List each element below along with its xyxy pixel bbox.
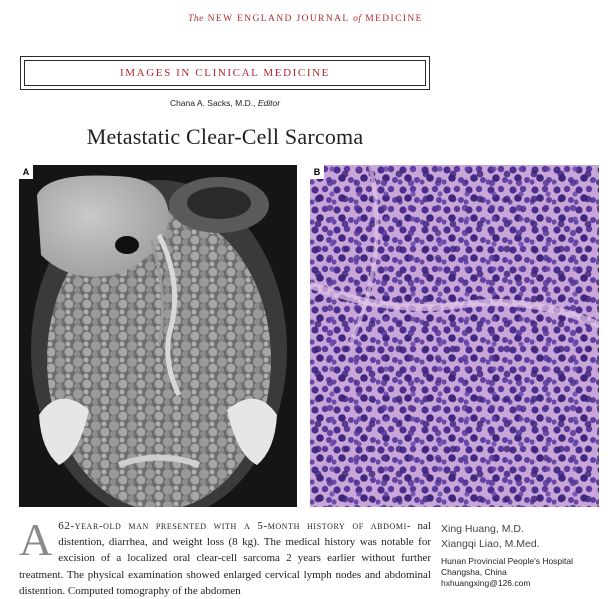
journal-the: The — [188, 14, 204, 24]
article-body — [19, 514, 431, 599]
author-name-2: Xiangqi Liao, M.Med. — [441, 538, 540, 550]
author-block — [441, 522, 601, 589]
article-title: Metastatic Clear-Cell Sarcoma — [86, 124, 364, 149]
affiliation — [441, 556, 601, 589]
body-text: nal distention, diarrhea, and weight loss (8 kg). The medical history was notable for excision of a localized oral clear-cell sarcoma 2 years earlier without further treatment. The physical examination showed enlarged cervical lymph nodes and abdominal distention. Computed tomography of the abdomen — [19, 520, 431, 597]
figure-panel-a — [19, 165, 297, 507]
lead-in: 62-year-old man presented with a 5-month history of abdomi- — [58, 520, 412, 532]
journal-name-part-1: NEW ENGLAND JOURNAL — [207, 14, 350, 24]
figure-panel-b — [310, 165, 599, 507]
section-title: IMAGES IN CLINICAL MEDICINE — [24, 60, 426, 86]
section-banner — [20, 56, 430, 90]
author-name-1: Xing Huang, M.D. — [441, 523, 524, 535]
ct-scan-image — [19, 165, 297, 507]
journal-name-part-2: MEDICINE — [365, 14, 423, 24]
editor-credit — [0, 98, 450, 108]
city: Changsha, China — [441, 567, 507, 577]
email[interactable]: hxhuangxing@126.com — [441, 578, 531, 588]
editor-name: Chana A. Sacks, M.D., — [169, 98, 256, 108]
institution: Hunan Provincial People's Hospital — [441, 556, 574, 566]
panel-b-label: B — [310, 165, 324, 179]
histology-image — [310, 165, 599, 507]
editor-role: Editor — [257, 98, 281, 108]
journal-header — [0, 14, 611, 24]
journal-of: of — [353, 14, 362, 24]
panel-a-label: A — [19, 165, 33, 179]
drop-cap: A — [19, 514, 53, 565]
